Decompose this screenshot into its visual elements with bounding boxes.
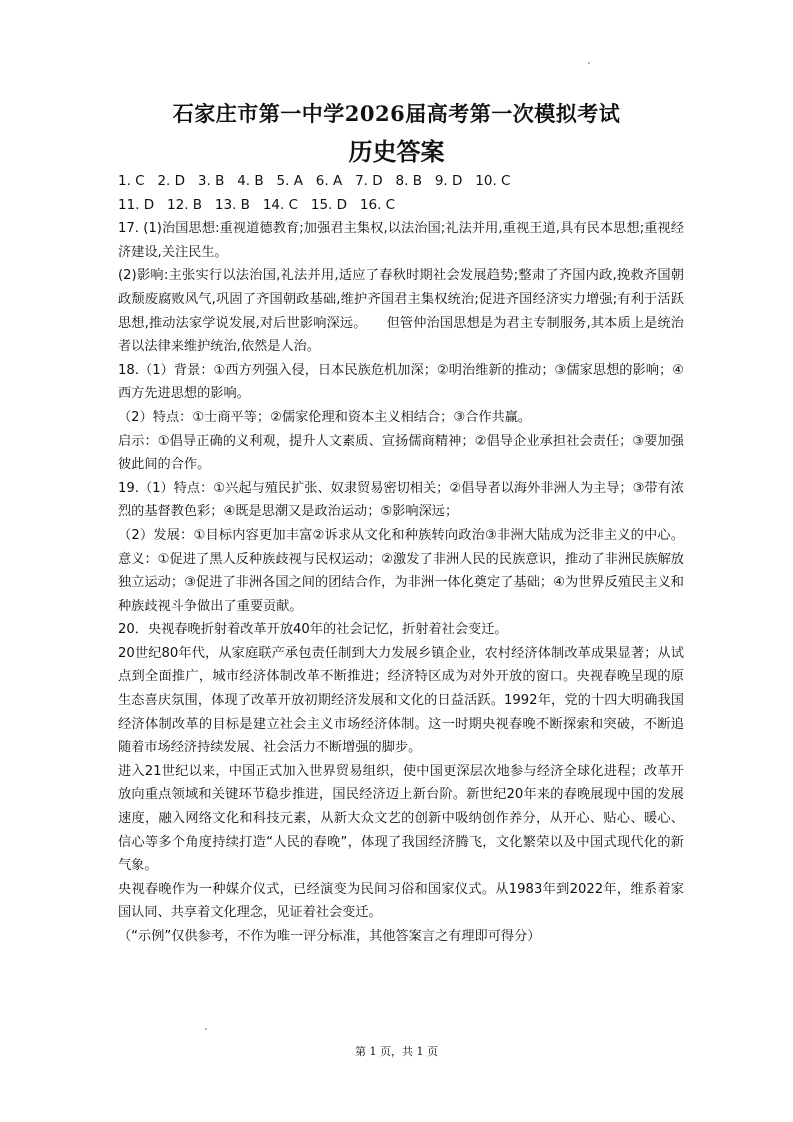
q18-enlightenment: 启示：①倡导正确的义利观，提升人文素质、宣扬儒商精神；②倡导企业承担社会责任；③要加强彼此间的合作。 [118,433,684,473]
answer-body [118,170,684,949]
q17-part2: (2)影响:主张实行以法治国,礼法并用,适应了春秋时期社会发展趋势;整肃了齐国内政,挽救齐国朝政颓废腐败风气,巩固了齐国朝政基础,维护齐国君主集权统治;促进齐国经济实力增强;有利于活跃思想,推动法家学说发展,对后世影响深远。 但管仲治国思想是为君主专制服务,其本质上是统治者以法律来维护统治,依然是人治。 [118,268,684,355]
page-footer: 第 1 页，共 1 页 [355,1045,438,1058]
q19-part1: 19.（1）特点：①兴起与殖民扩张、奴隶贸易密切相关；②倡导者以海外非洲人为主导；③带有浓烈的基督教色彩；④既是思潮又是政治运动；⑤影响深远； [118,480,684,520]
q20-conclusion: 央视春晚作为一种媒介仪式，已经演变为民间习俗和国家仪式。从1983年到2022年，维系着家国认同、共享着文化理念，见证着社会变迁。 [118,881,684,921]
mc-answers-line-2: 11. D 12. B 13. B 14. C 15. D 16. C [118,196,396,213]
q20-scoring-note: （“示例”仅供参考，不作为唯一评分标准，其他答案言之有理即可得分） [118,929,541,944]
page-title: 石家庄市第一中学2026届高考第一次模拟考试 [172,101,621,126]
mc-answers-line-1: 1. C 2. D 3. B 4. B 5. A 6. A 7. D 8. B 9. D 10. C [118,173,511,189]
scan-dot [588,62,590,64]
q19-part2: （2）发展：①目标内容更加丰富②诉求从文化和种族转向政治③非洲大陆成为泛非主义的中心。意义：①促进了黑人反种族歧视与民权运动；②激发了非洲人民的民族意识，推动了非洲民族解放独立运动；③促进了非洲各国之间的团结合作，为非洲一体化奠定了基础；④为世界反殖民主义和种族歧视斗争做出了重要贡献。 [118,527,684,614]
q18-part2: （2）特点：①士商平等；②儒家伦理和资本主义相结合；③合作共赢。 [118,409,532,425]
q20-paragraph-1980s: 20世纪80年代，从家庭联产承包责任制到大力发展乡镇企业，农村经济体制改革成果显著；从试点到全面推广，城市经济体制改革不断推进；经济特区成为对外开放的窗口。央视春晚呈现的原生态喜庆氛围，体现了改革开放初期经济发展和文化的日益活跃。1992年，党的十四大明确我国经济体制改革的目标是建立社会主义市场经济体制。这一时期央视春晚不断探索和突破，不断追随着市场经济持续发展、社会活力不断增强的脚步。 [118,645,684,756]
q20-intro: 20．央视春晚折射着改革开放40年的社会记忆，折射着社会变迁。 [118,622,508,638]
q18-part1: 18.（1）背景：①西方列强入侵，日本民族危机加深；②明治维新的推动；③儒家思想的影响；④西方先进思想的影响。 [118,362,684,402]
page-subtitle: 历史答案 [348,137,445,166]
q17-part1: 17. (1)治国思想:重视道德教育;加强君主集权,以法治国;礼法并用,重视王道,具有民本思想;重视经济建设,关注民生。 [118,221,684,260]
q20-paragraph-21st-century: 进入21世纪以来，中国正式加入世界贸易组织，使中国更深层次地参与经济全球化进程；改革开放向重点领域和关键环节稳步推进，国民经济迈上新台阶。新世纪20年来的春晚展现中国的发展速度，融入网络文化和科技元素，从新大众文艺的创新中吸纳创作养分，从开心、贴心、暖心、信心等多个角度持续打造“人民的春晚”，体现了我国经济腾飞，文化繁荣以及中国式现代化的新气象。 [118,763,684,874]
scan-dot [205,1028,207,1030]
